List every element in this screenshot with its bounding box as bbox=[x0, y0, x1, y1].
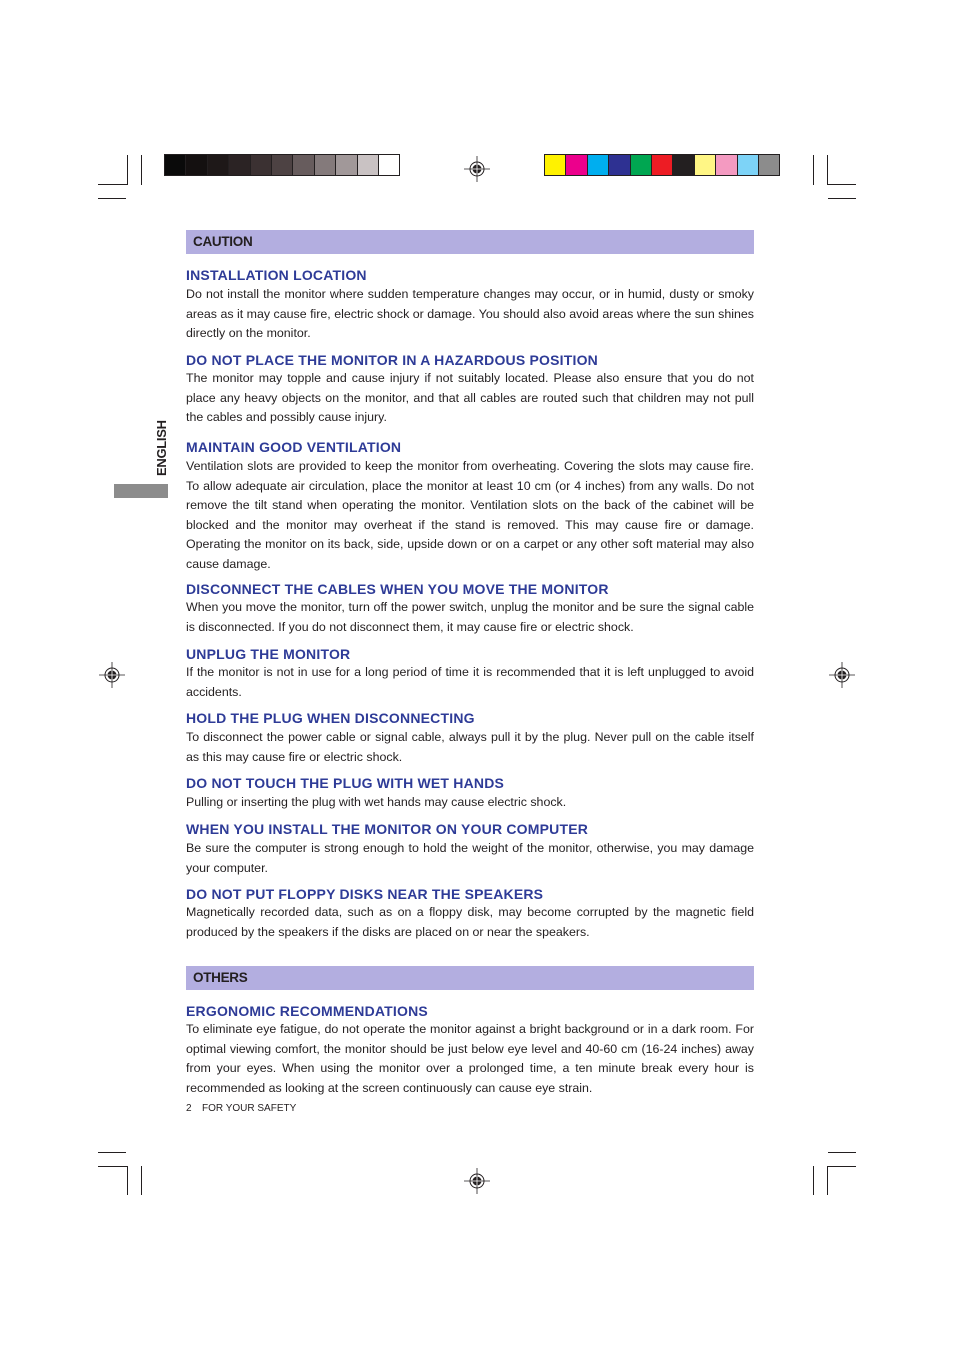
swatch bbox=[758, 154, 780, 176]
section-bar-caution: CAUTION bbox=[186, 230, 754, 254]
swatch bbox=[587, 154, 609, 176]
heading-install-on-computer: WHEN YOU INSTALL THE MONITOR ON YOUR COMPUTER bbox=[186, 821, 589, 837]
swatch bbox=[357, 154, 379, 176]
heading-hazardous-position: DO NOT PLACE THE MONITOR IN A HAZARDOUS POSITION bbox=[186, 352, 598, 368]
swatch bbox=[228, 154, 250, 176]
heading-wet-hands: DO NOT TOUCH THE PLUG WITH WET HANDS bbox=[186, 775, 505, 791]
heading-floppy-disks: DO NOT PUT FLOPPY DISKS NEAR THE SPEAKERS bbox=[186, 886, 544, 902]
swatch bbox=[292, 154, 314, 176]
heading-ergonomic: ERGONOMIC RECOMMENDATIONS bbox=[186, 1003, 428, 1019]
swatch bbox=[207, 154, 229, 176]
registration-target-icon bbox=[829, 662, 855, 688]
paragraph-unplug: If the monitor is not in use for a long period of time it is recommended that it is left unplugged to avoid accidents. bbox=[186, 665, 754, 699]
heading-disconnect-cables: DISCONNECT THE CABLES WHEN YOU MOVE THE MONITOR bbox=[186, 581, 609, 597]
language-tab-marker bbox=[114, 484, 168, 498]
swatch bbox=[694, 154, 716, 176]
language-label: ENGLISH bbox=[154, 420, 169, 476]
swatch bbox=[565, 154, 587, 176]
paragraph-ergonomic: To eliminate eye fatigue, do not operate the monitor against a bright background or in a dark room. For optimal viewing comfort, the monitor should be just below eye level and 40-60 cm (16-24 inches) away from your eyes. When using the monitor over a prolonged time, a ten minute break every hour is recommended as looking at the screen continuously can cause eye strain. bbox=[186, 1022, 754, 1095]
paragraph-disconnect-cables: When you move the monitor, turn off the power switch, unplug the monitor and be sure the signal cable is disconnected. If you do not disconnect them, it may cause fire or electric shock. bbox=[186, 600, 754, 634]
registration-target-icon bbox=[99, 662, 125, 688]
swatch bbox=[608, 154, 630, 176]
swatch bbox=[335, 154, 357, 176]
swatch bbox=[271, 154, 293, 176]
registration-target-icon bbox=[464, 1168, 490, 1194]
registration-target-icon bbox=[464, 156, 490, 182]
swatch bbox=[250, 154, 272, 176]
paragraph-install-on-computer: Be sure the computer is strong enough to hold the weight of the monitor, otherwise, you may damage your computer. bbox=[186, 841, 754, 875]
footer-section-name: FOR YOUR SAFETY bbox=[202, 1103, 297, 1114]
heading-installation-location: INSTALLATION LOCATION bbox=[186, 267, 367, 283]
swatch bbox=[314, 154, 336, 176]
swatch bbox=[672, 154, 694, 176]
paragraph-installation-location: Do not install the monitor where sudden temperature changes may occur, or in humid, dusty or smoky areas as it may cause fire, electric shock or damage. You should also avoid areas where the sun shines directly on the monitor. bbox=[186, 287, 754, 340]
paragraph-hazardous-position: The monitor may topple and cause injury if not suitably located. Please also ensure that you do not place any heavy objects on the monitor, and that all cables are routed such that children may not pull the cables and possibly cause injury. bbox=[186, 371, 754, 424]
paragraph-floppy-disks: Magnetically recorded data, such as on a floppy disk, may become corrupted by the magnetic field produced by the speakers if the disks are placed on or near the speakers. bbox=[186, 905, 754, 939]
heading-ventilation: MAINTAIN GOOD VENTILATION bbox=[186, 439, 402, 455]
gray-color-bar bbox=[164, 154, 399, 176]
paragraph-wet-hands: Pulling or inserting the plug with wet hands may cause electric shock. bbox=[186, 795, 567, 809]
swatch bbox=[164, 154, 186, 176]
swatch bbox=[544, 154, 566, 176]
swatch bbox=[737, 154, 759, 176]
swatch bbox=[185, 154, 207, 176]
swatch bbox=[715, 154, 737, 176]
page-number: 2 bbox=[186, 1103, 192, 1114]
paragraph-hold-plug: To disconnect the power cable or signal cable, always pull it by the plug. Never pull on the cable itself as this may cause fire or electric shock. bbox=[186, 730, 754, 764]
paragraph-ventilation: Ventilation slots are provided to keep the monitor from overheating. Covering the slots may cause fire. To allow adequate air circulation, place the monitor at least 10 cm (or 4 inches) from any walls. Do not remove the tilt stand when operating the monitor. Ventilation slots on the back of the cabinet will be blocked and the monitor may overheat if the stand is removed. This may cause fire or damage. Operating the monitor on its back, side, upside down or on a carpet or any other soft material may also cause damage. bbox=[186, 459, 754, 571]
section-bar-others: OTHERS bbox=[186, 966, 754, 990]
heading-hold-plug: HOLD THE PLUG WHEN DISCONNECTING bbox=[186, 710, 475, 726]
heading-unplug: UNPLUG THE MONITOR bbox=[186, 646, 351, 662]
swatch bbox=[630, 154, 652, 176]
swatch bbox=[378, 154, 400, 176]
process-color-bar bbox=[544, 154, 779, 176]
swatch bbox=[651, 154, 673, 176]
